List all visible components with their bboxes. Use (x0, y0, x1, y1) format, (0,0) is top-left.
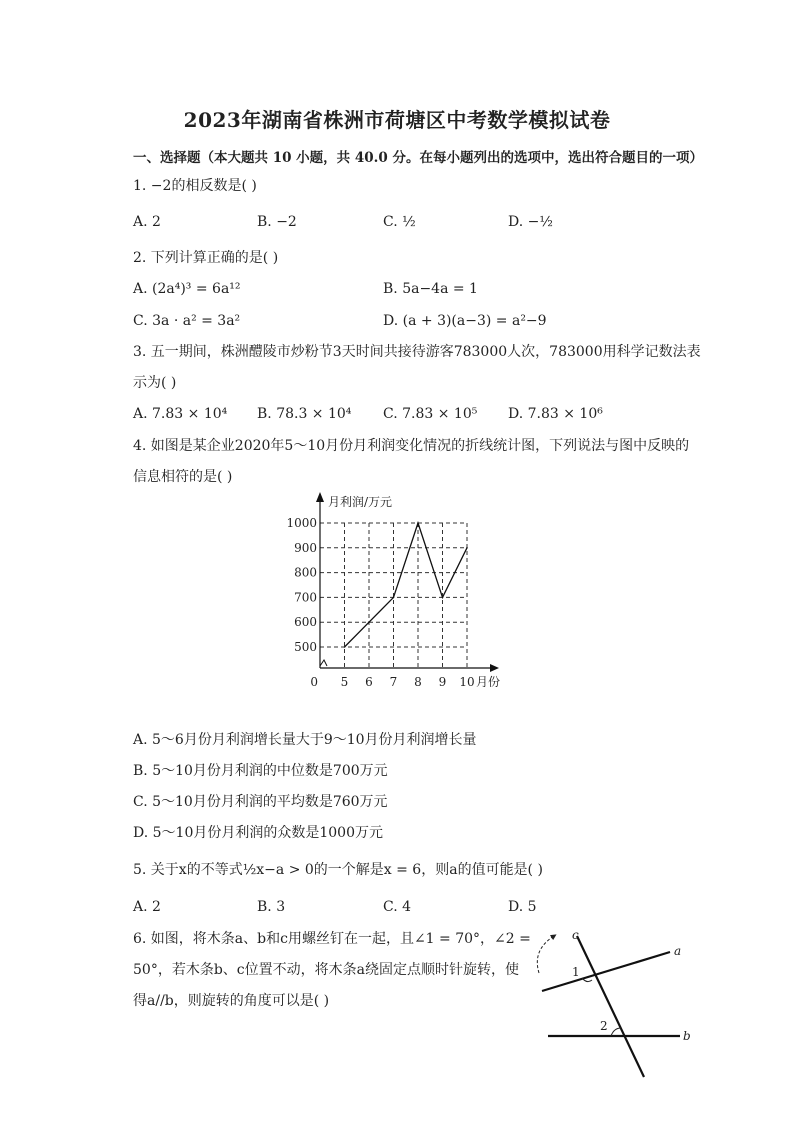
angle-2-arc (611, 1028, 621, 1036)
y-tick-label: 1000 (286, 516, 317, 530)
data-point (393, 597, 395, 599)
q6-figure (520, 920, 720, 1090)
y-axis-label: 月利润/万元 (328, 495, 393, 509)
q3-option-a: A. 7.83 × 10⁴ (133, 406, 228, 422)
x-tick-label: 6 (365, 675, 373, 689)
q1-option-d: D. −½ (508, 214, 553, 230)
y-tick-label: 700 (294, 590, 317, 605)
q2-option-b: B. 5a−4a = 1 (383, 281, 478, 297)
data-point (466, 547, 468, 549)
q5-option-d: D. 5 (508, 899, 537, 915)
q4-option-d: D. 5～10月份月利润的众数是1000万元 (133, 825, 383, 841)
x-tick-label: 10 (459, 675, 475, 689)
q4-option-a: A. 5～6月份月利润增长量大于9～10月份月利润增长量 (133, 732, 477, 748)
q5-option-b: B. 3 (257, 899, 286, 915)
profit-series-line (345, 523, 468, 647)
origin-label: 0 (310, 675, 318, 689)
question-6-stem-line3: 得a//b，则旋转的角度可以是( ) (133, 993, 330, 1009)
question-4-stem-line2: 信息相符的是( ) (133, 469, 233, 485)
q1-option-a: A. 2 (133, 214, 161, 230)
y-tick-label: 800 (294, 565, 317, 580)
question-5-stem: 5. 关于x的不等式½x−a > 0的一个解是x = 6，则a的值可能是( ) (133, 862, 543, 878)
q4-option-c: C. 5～10月份月利润的平均数是760万元 (133, 794, 388, 810)
angle-1-label: 1 (572, 965, 580, 979)
data-point (344, 646, 346, 648)
q1-option-c: C. ½ (383, 214, 416, 230)
q1-option-b: B. −2 (257, 214, 297, 230)
x-tick-label: 5 (340, 675, 349, 689)
y-axis-arrow-icon (316, 492, 324, 502)
x-tick-label: 8 (414, 675, 422, 689)
question-6-stem-line2: 50°，若木条b、c位置不动，将木条a绕固定点顺时针旋转，使 (133, 962, 519, 978)
data-point (368, 621, 370, 623)
angle-2-label: 2 (600, 1019, 608, 1033)
y-tick-label: 900 (294, 540, 317, 555)
rotation-arrow-icon (537, 936, 554, 973)
question-2-stem: 2. 下列计算正确的是( ) (133, 250, 279, 266)
q2-option-a: A. (2a⁴)³ = 6a¹² (133, 281, 241, 297)
x-axis-label: 月份 (476, 675, 501, 689)
axis-break-mark (320, 660, 327, 666)
q5-option-c: C. 4 (383, 899, 412, 915)
x-tick-label: 7 (389, 675, 398, 689)
profit-line-chart (286, 488, 520, 698)
x-axis-arrow-icon (490, 664, 499, 672)
q2-option-c: C. 3a · a² = 3a² (133, 313, 241, 329)
question-3-stem-line1: 3. 五一期间，株洲醴陵市炒粉节3天时间共接待游客783000人次，783000用科学记数法表 (133, 344, 701, 360)
page-title: 2023年湖南省株洲市荷塘区中考数学模拟试卷 (183, 108, 611, 132)
line-b-label: b (683, 1029, 691, 1043)
line-a-label: a (674, 944, 682, 958)
line-c (577, 936, 644, 1077)
data-point (417, 522, 419, 524)
q3-option-b: B. 78.3 × 10⁴ (257, 406, 352, 422)
y-tick-label: 600 (294, 615, 317, 630)
q5-option-a: A. 2 (133, 899, 161, 915)
y-tick-label: 500 (294, 640, 317, 654)
section-heading: 一、选择题（本大题共 10 小题，共 40.0 分。在每小题列出的选项中，选出符合题目的一项） (133, 150, 703, 166)
q4-option-b: B. 5～10月份月利润的中位数是700万元 (133, 763, 388, 779)
q2-option-d: D. (a + 3)(a−3) = a²−9 (383, 313, 547, 329)
question-4-stem-line1: 4. 如图是某企业2020年5～10月份月利润变化情况的折线统计图，下列说法与图中反映的 (133, 438, 690, 454)
question-1-stem: 1. −2的相反数是( ) (133, 178, 257, 194)
question-3-stem-line2: 示为( ) (133, 375, 177, 391)
q3-option-c: C. 7.83 × 10⁵ (383, 406, 478, 422)
line-a (542, 952, 670, 991)
q3-option-d: D. 7.83 × 10⁶ (508, 406, 603, 422)
x-tick-label: 9 (438, 675, 447, 689)
data-point (442, 597, 444, 599)
question-6-stem-line1: 6. 如图，将木条a、b和c用螺丝钉在一起，且∠1 = 70°，∠2 = (133, 931, 531, 947)
line-c-label: c (572, 928, 579, 942)
